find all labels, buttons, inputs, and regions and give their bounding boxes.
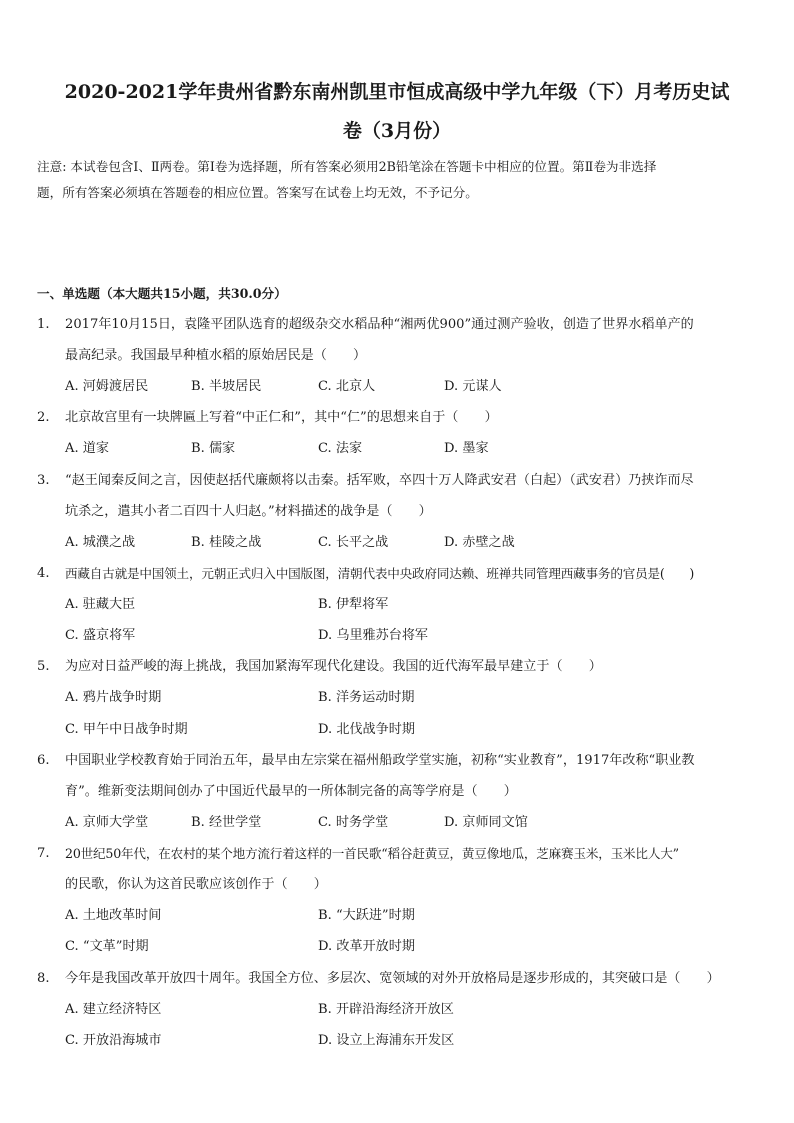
section-heading: 一、单选题（本大题共15小题，共30.0分）: [37, 286, 287, 301]
option-d[interactable]: D. 北伐战争时期: [318, 722, 415, 737]
question-text-line1: 20世纪50年代，在农村的某个地方流行着这样的一首民歌“稻谷赶黄豆，黄豆像地瓜，芝麻赛玉米，玉米比人大”: [65, 846, 679, 861]
option-c[interactable]: C. 时务学堂: [318, 815, 389, 830]
option-c[interactable]: C. “文革”时期: [65, 939, 149, 954]
option-a[interactable]: A. 驻藏大臣: [65, 597, 136, 612]
option-b[interactable]: B. 伊犁将军: [318, 597, 389, 612]
option-a[interactable]: A. 鸦片战争时期: [65, 690, 162, 705]
question-number: 7.: [37, 846, 50, 861]
question-text-line1: 今年是我国改革开放四十周年。我国全方位、多层次、宽领域的对外开放格局是逐步形成的，其突破口是（ ）: [65, 971, 720, 986]
option-a[interactable]: A. 河姆渡居民: [65, 379, 149, 394]
notice-line1: 注意: 本试卷包含Ⅰ、Ⅱ两卷。第Ⅰ卷为选择题，所有答案必须用2B铅笔涂在答题卡中相应的位置。第Ⅱ卷为非选择: [37, 159, 657, 174]
option-b[interactable]: B. “大跃进”时期: [318, 908, 415, 923]
option-c[interactable]: C. 长平之战: [318, 535, 389, 550]
question-number: 1.: [37, 317, 50, 332]
option-a[interactable]: A. 建立经济特区: [65, 1002, 162, 1017]
question-number: 2.: [37, 410, 50, 425]
option-b[interactable]: B. 桂陵之战: [191, 535, 262, 550]
question-number: 8.: [37, 971, 50, 986]
question-number: 6.: [37, 753, 50, 768]
option-a[interactable]: A. 道家: [65, 441, 109, 456]
exam-title-line2: 卷（3月份）: [342, 120, 452, 142]
question-text-line1: 北京故宫里有一块牌匾上写着“中正仁和”，其中“仁”的思想来自于（ ）: [65, 410, 498, 425]
option-d[interactable]: D. 元谋人: [444, 379, 502, 394]
option-b[interactable]: B. 开辟沿海经济开放区: [318, 1002, 454, 1017]
question-text-line1: 为应对日益严峻的海上挑战，我国加紧海军现代化建设。我国的近代海军最早建立于（ ）: [65, 659, 602, 674]
option-b[interactable]: B. 经世学堂: [191, 815, 262, 830]
question-number: 4.: [37, 566, 50, 581]
option-c[interactable]: C. 法家: [318, 441, 363, 456]
option-c[interactable]: C. 开放沿海城市: [65, 1033, 162, 1048]
question-text-line2: 育”。维新变法期间创办了中国近代最早的一所体制完备的高等学府是（ ）: [65, 784, 517, 799]
option-b[interactable]: B. 儒家: [191, 441, 236, 456]
option-c[interactable]: C. 北京人: [318, 379, 376, 394]
question-text-line2: 最高纪录。我国最早种植水稻的原始居民是（ ）: [65, 348, 367, 363]
question-text-line1: 中国职业学校教育始于同治五年，最早由左宗棠在福州船政学堂实施，初称“实业教育”，1917年改称“职业教: [65, 753, 695, 768]
option-d[interactable]: D. 乌里雅苏台将军: [318, 628, 429, 643]
option-a[interactable]: A. 京师大学堂: [65, 815, 149, 830]
option-c[interactable]: C. 盛京将军: [65, 628, 136, 643]
option-d[interactable]: D. 墨家: [444, 441, 489, 456]
question-number: 5.: [37, 659, 50, 674]
option-d[interactable]: D. 改革开放时期: [318, 939, 415, 954]
question-text-line2: 坑杀之，遣其小者二百四十人归赵。”材料描述的战争是（ ）: [65, 504, 432, 519]
exam-notice: [37, 154, 757, 206]
option-b[interactable]: B. 半坡居民: [191, 379, 262, 394]
question-text-line1: “赵王闻秦反间之言，因使赵括代廉颇将以击秦。括军败，卒四十万人降武安君（白起）（武安君）乃挟诈而尽: [65, 473, 694, 488]
option-b[interactable]: B. 洋务运动时期: [318, 690, 415, 705]
option-d[interactable]: D. 赤壁之战: [444, 535, 515, 550]
notice-line2: 题，所有答案必须填在答题卷的相应位置。答案写在试卷上均无效，不予记分。: [37, 185, 478, 200]
exam-title-line1: 2020-2021学年贵州省黔东南州凯里市恒成高级中学九年级（下）月考历史试: [64, 81, 730, 103]
question-text-line2: 的民歌，你认为这首民歌应该创作于（ ）: [65, 877, 327, 892]
option-c[interactable]: C. 甲午中日战争时期: [65, 722, 188, 737]
option-a[interactable]: A. 土地改革时间: [65, 908, 162, 923]
question-text-line1: 西藏自古就是中国领土，元朝正式归入中国版图，清朝代表中央政府同达赖、班禅共同管理西藏事务的官员是( ): [65, 566, 695, 581]
option-a[interactable]: A. 城濮之战: [65, 535, 136, 550]
option-d[interactable]: D. 京师同文馆: [444, 815, 528, 830]
option-d[interactable]: D. 设立上海浦东开发区: [318, 1033, 455, 1048]
question-text-line1: 2017年10月15日，袁隆平团队选育的超级杂交水稻品种“湘两优900”通过测产验收，创造了世界水稻单产的: [65, 317, 694, 332]
question-number: 3.: [37, 473, 50, 488]
